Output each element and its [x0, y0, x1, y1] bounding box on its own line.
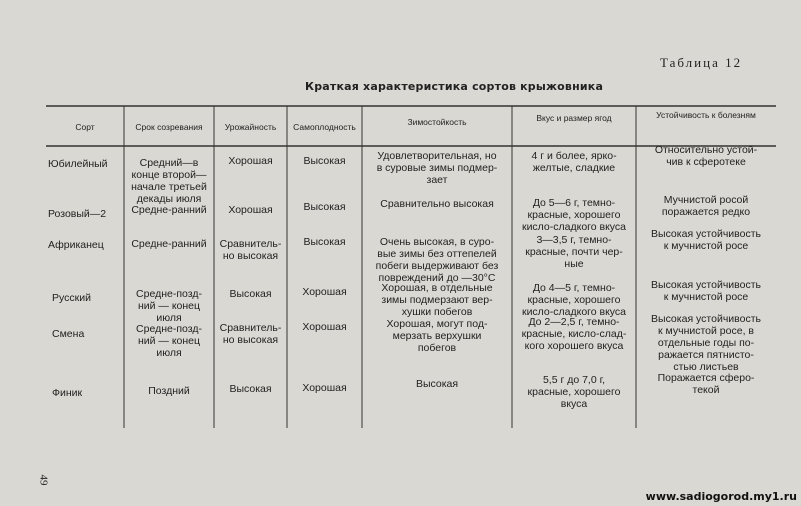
row-2-sort: Африканец — [48, 239, 104, 251]
header-yield: Урожайность — [224, 122, 277, 132]
row-4-sort: Смена — [52, 328, 85, 340]
row-4-self-fertility: Хорошая — [302, 321, 347, 333]
row-0-ripening: Средний—в конце второй— начале третьей декады июля — [131, 157, 207, 205]
header-winter-hardiness: Зимостойкость — [407, 117, 467, 127]
row-5-taste-size: 5,5 г до 7,0 г, красные, хорошего вкуса — [527, 374, 621, 410]
row-1-self-fertility: Высокая — [303, 201, 346, 213]
row-3-sort: Русский — [52, 292, 91, 304]
row-0-winter-hardiness: Удовлетворительная, но в суровые зимы подмер- зает — [376, 150, 498, 186]
row-2-self-fertility: Высокая — [303, 236, 346, 248]
row-5-winter-hardiness: Высокая — [415, 378, 459, 390]
row-3-taste-size: До 4—5 г, темно- красные, хорошего кисло-сладкого вкуса — [521, 282, 627, 318]
row-3-disease-resistance: Высокая устойчивость к мучнистой росе — [651, 279, 761, 303]
row-1-taste-size: До 5—6 г, темно- красные, хорошего кисло-сладкого вкуса — [521, 197, 627, 233]
row-5-self-fertility: Хорошая — [302, 382, 347, 394]
site-watermark: www.sadiogorod.my1.ru — [645, 490, 797, 503]
row-0-sort: Юбилейный — [48, 158, 108, 170]
row-1-yield: Хорошая — [228, 204, 273, 216]
table-number: Таблица 12 — [660, 55, 743, 70]
row-2-taste-size: 3—3,5 г, темно- красные, почти чер- ные — [525, 234, 623, 270]
row-5-yield: Высокая — [229, 383, 272, 395]
row-4-disease-resistance: Высокая устойчивость к мучнистой росе, в отдельные годы по- ражается пятнисто- стью листьев — [651, 313, 761, 373]
row-1-sort: Розовый—2 — [48, 208, 107, 220]
row-2-disease-resistance: Высокая устойчивость к мучнистой росе — [651, 228, 761, 252]
row-0-self-fertility: Высокая — [303, 155, 346, 167]
row-4-winter-hardiness: Хорошая, могут под- мерзать верхушки побегов — [386, 318, 488, 354]
header-disease-resistance: Устойчивость к болезням — [656, 110, 756, 120]
row-1-winter-hardiness: Сравнительно высокая — [380, 198, 494, 210]
row-4-yield: Сравнитель- но высокая — [219, 322, 282, 346]
row-4-ripening: Средне-позд- ний — конец июля — [136, 323, 202, 359]
row-3-self-fertility: Хорошая — [302, 286, 347, 298]
row-5-disease-resistance: Поражается сферо- текой — [657, 372, 755, 396]
row-5-ripening: Поздний — [148, 385, 190, 397]
row-0-disease-resistance: Относительно устой- чив к сферотеке — [654, 144, 758, 168]
row-3-winter-hardiness: Хорошая, в отдельные зимы подмерзают вер- хушки побегов — [381, 282, 493, 318]
row-1-disease-resistance: Мучнистой росой поражается редко — [661, 194, 751, 218]
header-ripening: Срок созревания — [135, 122, 203, 132]
header-taste-size: Вкус и размер ягод — [536, 113, 612, 123]
row-2-winter-hardiness: Очень высокая, в суро- вые зимы без оттепелей побеги выдерживают без повреждений до —30°С — [375, 236, 499, 284]
row-3-ripening: Средне-позд- ний — конец июля — [136, 288, 202, 324]
table-title: Краткая характеристика сортов крыжовника — [305, 80, 604, 93]
row-3-yield: Высокая — [229, 288, 272, 300]
row-0-yield: Хорошая — [228, 155, 273, 167]
row-1-ripening: Средне-ранний — [131, 204, 207, 216]
page-number: 49 — [37, 474, 50, 486]
row-4-taste-size: До 2—2,5 г, темно- красные, кисло-слад- кого хорошего вкуса — [521, 316, 627, 352]
header-self-fertility: Самоплодность — [293, 122, 356, 132]
row-0-taste-size: 4 г и более, ярко- желтые, сладкие — [531, 150, 617, 174]
row-2-ripening: Средне-ранний — [131, 238, 207, 250]
row-2-yield: Сравнитель- но высокая — [219, 238, 282, 262]
header-sort: Сорт — [75, 122, 95, 132]
row-5-sort: Финик — [52, 387, 83, 399]
